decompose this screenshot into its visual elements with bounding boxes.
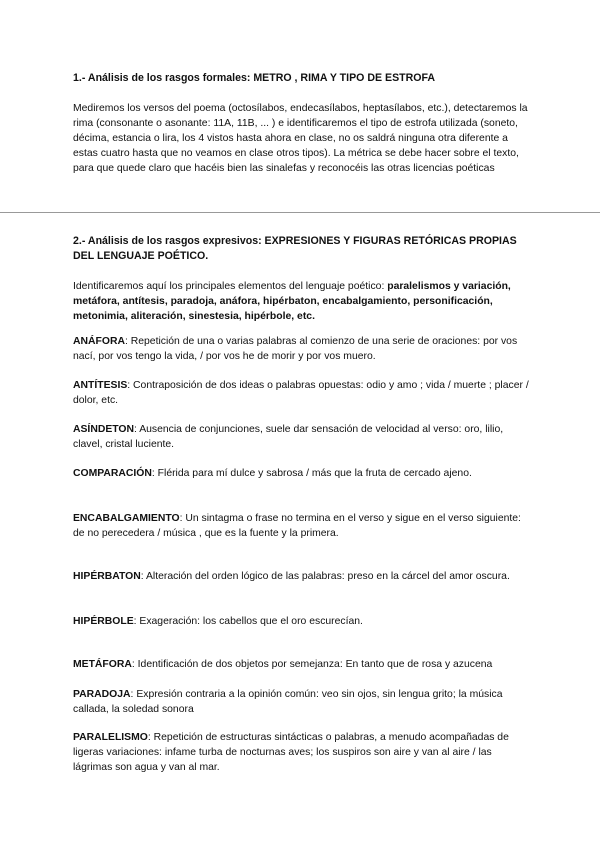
term-encabalgamiento — [73, 511, 533, 541]
term-label: ANÁFORA — [73, 336, 125, 347]
term-label: HIPÉRBATON — [73, 571, 141, 582]
term-label: ENCABALGAMIENTO — [73, 513, 180, 524]
term-definition: : Repetición de una o varias palabras al comienzo de una serie de oraciones: por vos nací, por vos tengo la vida, / por vos he de morir y por vos muero. — [73, 336, 518, 362]
term-hiperbole — [73, 614, 533, 629]
section-2-intro — [73, 279, 533, 324]
term-label: ANTÍTESIS — [73, 380, 128, 391]
term-definition: : Un sintagma o frase no termina en el verso y sigue en el verso siguiente: de no perecedera / música , que es la fuente y la primera. — [73, 513, 521, 539]
section-2 — [73, 234, 533, 324]
term-definition: : Repetición de estructuras sintácticas o palabras, a menudo acompañadas de ligeras variaciones: infame turba de nocturnas aves; los suspiros son aire y van al aire / las lágrimas son agua y van al mar. — [73, 732, 509, 773]
intro-text: Identificaremos aquí los principales elementos del lenguaje poético: — [73, 281, 388, 292]
section-1-text: Mediremos los versos del poema (octosílabos, endecasílabos, heptasílabos, etc.), detectaremos la rima (consonante o asonante: 11A, 11B, ... ) e identificaremos el tipo de estrofa utilizada (soneto, décima, estancia o lira, los 4 vistos hasta ahora en clase, no os saldrá ninguna otra diferente a estas cuatro hasta que no veamos en clase otros tipos). La métrica se debe hacer sobre el texto, para que quede claro que hacéis bien las sinalefas y reconocéis las otras licencias poéticas — [73, 103, 528, 174]
section-1 — [73, 71, 533, 176]
term-definition: : Flérida para mí dulce y sabrosa / más que la fruta de cercado ajeno. — [151, 468, 472, 479]
term-definition: : Alteración del orden lógico de las palabras: preso en la cárcel del amor oscura. — [140, 571, 510, 582]
term-label: COMPARACIÓN — [73, 468, 152, 479]
term-comparacion — [73, 466, 533, 481]
term-label: HIPÉRBOLE — [73, 616, 134, 627]
divider — [0, 212, 600, 213]
term-asindeton — [73, 422, 533, 452]
section-1-heading: 1.- Análisis de los rasgos formales: METRO , RIMA Y TIPO DE ESTROFA — [73, 72, 436, 84]
term-paradoja — [73, 687, 533, 717]
term-hiperbaton — [73, 569, 533, 584]
term-definition: : Ausencia de conjunciones, suele dar sensación de velocidad al verso: oro, lilio, clavel, cristal luciente. — [73, 424, 504, 450]
term-definition: : Contraposición de dos ideas o palabras opuestas: odio y amo ; vida / muerte ; placer / dolor, etc. — [73, 380, 529, 406]
term-label: METÁFORA — [73, 659, 132, 670]
term-paralelismo — [73, 730, 533, 775]
term-label: ASÍNDETON — [73, 424, 135, 435]
term-metafora — [73, 657, 533, 672]
term-definition: : Identificación de dos objetos por semejanza: En tanto que de rosa y azucena — [131, 659, 493, 670]
intro-bold-list: paralelismos y variación, metáfora, antítesis, paradoja, anáfora, hipérbaton, encabalgamiento, personificación, metonimia, aliteración, sinestesia, hipérbole, etc. — [73, 281, 511, 322]
term-label: PARALELISMO — [73, 732, 148, 743]
term-label: PARADOJA — [73, 689, 131, 700]
section-2-heading: 2.- Análisis de los rasgos expresivos: EXPRESIONES Y FIGURAS RETÓRICAS PROPIAS DEL LENGUAJE POÉTICO. — [73, 235, 517, 262]
term-definition: : Expresión contraria a la opinión común: veo sin ojos, sin lengua grito; la música callada, la soledad sonora — [73, 689, 503, 715]
term-anafora — [73, 334, 533, 364]
term-definition: : Exageración: los cabellos que el oro escurecían. — [133, 616, 363, 627]
term-antitesis — [73, 378, 533, 408]
